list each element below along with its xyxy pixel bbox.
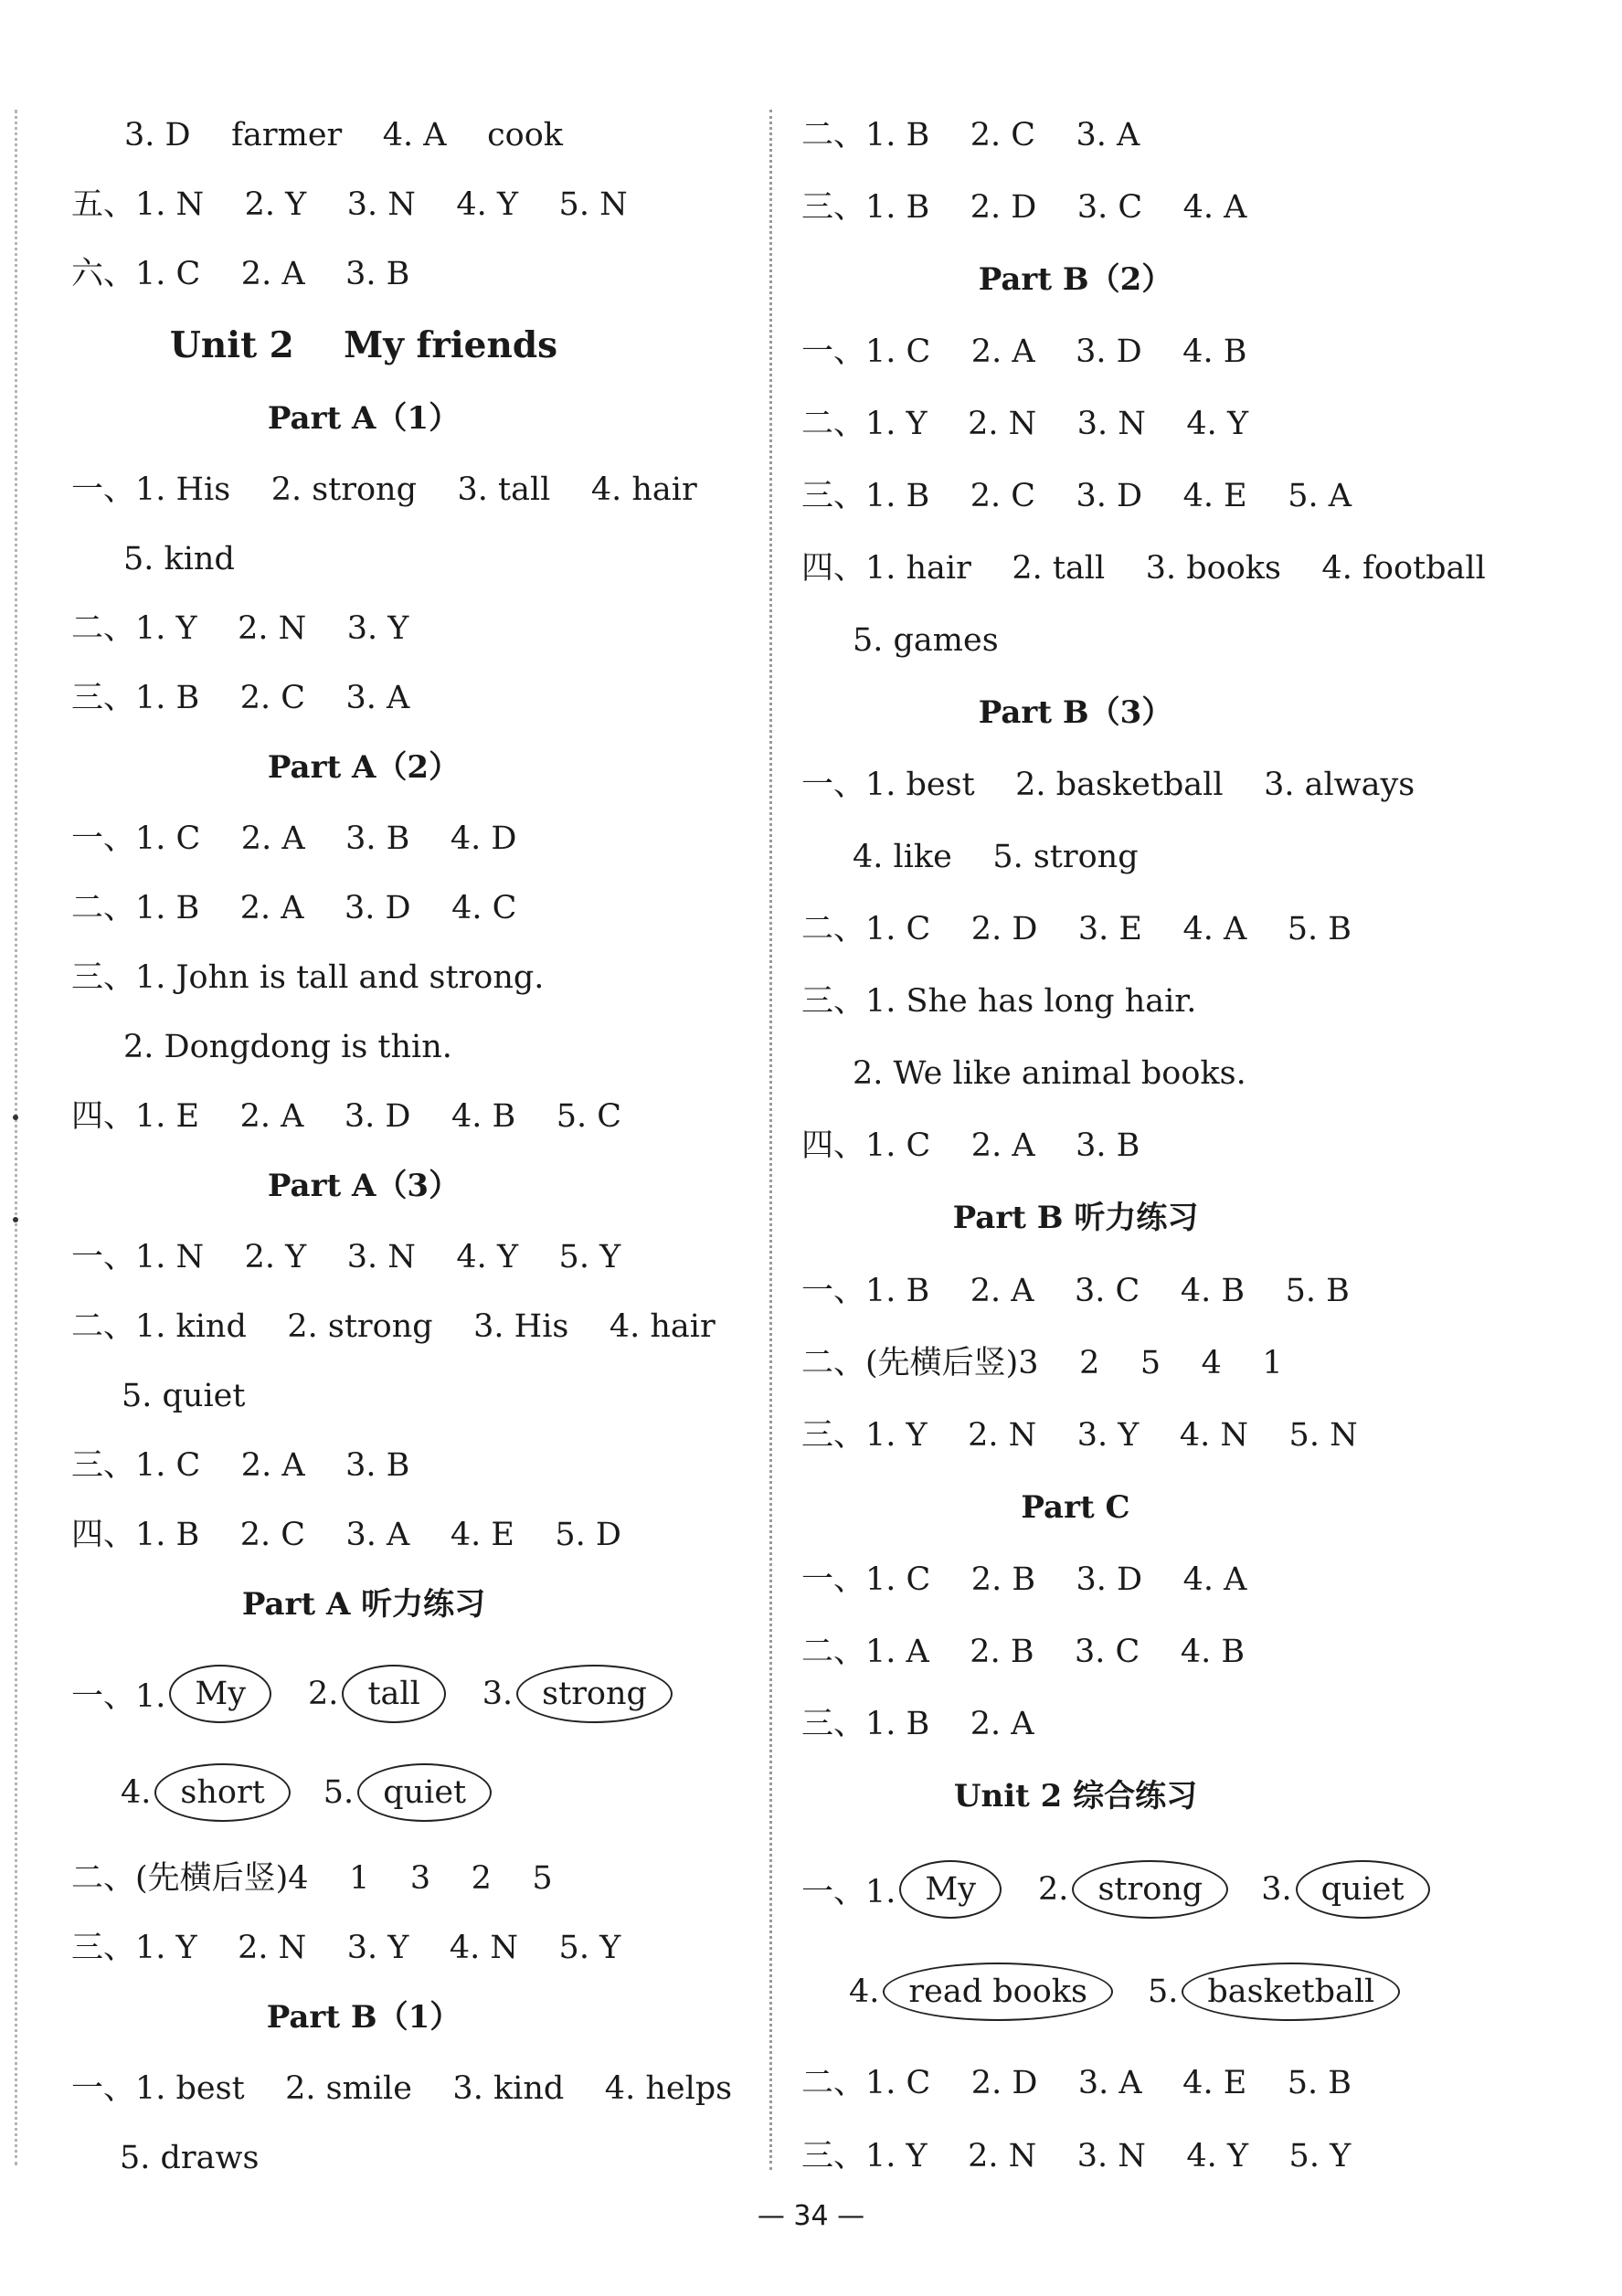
answer-line: 3. D farmer 4. A cook [124, 117, 564, 153]
section-heading: Part A 听力练习 [241, 1586, 486, 1623]
answer-line: 四、1. C 2. A 3. B [801, 1127, 1140, 1164]
answer-line: 三、1. Y 2. N 3. Y 4. N 5. Y [71, 1930, 621, 1966]
item-number: 3. [482, 1676, 514, 1712]
answer-line: 2. We like animal books. [853, 1055, 1246, 1092]
item-number: 4. [849, 1973, 880, 2010]
answer-line: 一、1. best 2. basketball 3. always [801, 767, 1415, 803]
circled-answer: basketball [1182, 1963, 1400, 2021]
column-divider [769, 110, 772, 2170]
circled-answer: strong [1072, 1860, 1228, 1919]
answer-line: 5. draws [120, 2140, 260, 2176]
answer-line: 一、1. His 2. strong 3. tall 4. hair [71, 471, 697, 508]
answer-line: 5. quiet [122, 1378, 246, 1414]
section-heading: Part A（1） [267, 400, 461, 437]
answer-line: 一、1. B 2. A 3. C 4. B 5. B [801, 1273, 1350, 1309]
left-margin-dotted-line [15, 110, 17, 2165]
section-heading: Unit 2 综合练习 [953, 1778, 1198, 1815]
answer-line: 5. games [853, 622, 999, 659]
item-number: 一、1. [801, 1874, 896, 1910]
circled-answer: My [169, 1665, 271, 1723]
answer-line: 二、1. Y 2. N 3. Y [71, 610, 409, 647]
circled-answer: strong [516, 1665, 673, 1723]
answer-line: 一、1. N 2. Y 3. N 4. Y 5. Y [71, 1239, 621, 1275]
section-heading: Part B（3） [978, 694, 1173, 731]
answer-line: 三、1. Y 2. N 3. N 4. Y 5. Y [801, 2138, 1352, 2174]
answer-line: 一、1. best 2. smile 3. kind 4. helps [71, 2070, 733, 2107]
answer-line: 二、1. C 2. D 3. A 4. E 5. B [801, 2065, 1352, 2101]
item-number: 2. [308, 1676, 339, 1712]
item-number: 4. [121, 1774, 152, 1811]
answer-line: 二、1. Y 2. N 3. N 4. Y [801, 406, 1249, 442]
answer-line: 一、1. C 2. A 3. D 4. B [801, 333, 1247, 370]
item-number: 2. [1038, 1871, 1069, 1908]
answer-line: 三、1. She has long hair. [801, 983, 1197, 1020]
answer-line: 二、1. B 2. A 3. D 4. C [71, 890, 517, 926]
item-number: 一、1. [71, 1678, 166, 1715]
answer-line: 二、1. kind 2. strong 3. His 4. hair [71, 1308, 716, 1345]
margin-dot [13, 1217, 18, 1222]
answer-line: 三、1. John is tall and strong. [71, 959, 545, 996]
circled-answer: tall [342, 1665, 445, 1723]
answer-line: 二、1. C 2. D 3. E 4. A 5. B [801, 911, 1352, 947]
section-heading: Part B 听力练习 [952, 1200, 1199, 1236]
answer-line: 一、1. C 2. A 3. B 4. D [71, 820, 517, 857]
page-number: — 34 — [757, 2200, 865, 2232]
answer-line: 三、1. B 2. C 3. D 4. E 5. A [801, 478, 1352, 514]
circled-answer: quiet [1296, 1860, 1430, 1919]
answer-line: 二、(先横后竖)4 1 3 2 5 [71, 1860, 553, 1897]
answer-line: 四、1. B 2. C 3. A 4. E 5. D [71, 1517, 621, 1553]
section-heading: Part B（1） [266, 1999, 461, 2036]
circled-answer: quiet [357, 1763, 492, 1822]
circled-answers-row [849, 1957, 1400, 2026]
answer-line: 2. Dongdong is thin. [123, 1029, 452, 1065]
answer-line: 三、1. C 2. A 3. B [71, 1447, 410, 1484]
answer-line: 5. kind [123, 541, 235, 577]
answer-line: 二、(先横后竖)3 2 5 4 1 [801, 1345, 1283, 1381]
answer-line: 三、1. B 2. A [801, 1706, 1034, 1742]
answer-line: 六、1. C 2. A 3. B [71, 256, 410, 292]
answer-line: 二、1. B 2. C 3. A [801, 117, 1140, 153]
answer-line: 三、1. Y 2. N 3. Y 4. N 5. N [801, 1417, 1358, 1454]
answer-line: 四、1. E 2. A 3. D 4. B 5. C [71, 1098, 621, 1135]
section-heading: Part C [1021, 1489, 1130, 1526]
unit-title: Unit 2 My friends [169, 324, 558, 366]
answer-line: 二、1. A 2. B 3. C 4. B [801, 1634, 1246, 1670]
circled-answers-row [121, 1758, 492, 1827]
circled-answers-row [71, 1659, 673, 1729]
answer-line: 四、1. hair 2. tall 3. books 4. football [801, 550, 1486, 587]
margin-dot [13, 1115, 18, 1120]
circled-answer: My [899, 1860, 1002, 1919]
section-heading: Part A（2） [267, 749, 461, 786]
answer-line: 4. like 5. strong [853, 839, 1139, 875]
item-number: 3. [1261, 1871, 1292, 1908]
circled-answer: read books [883, 1963, 1113, 2021]
answer-line: 三、1. B 2. D 3. C 4. A [801, 189, 1247, 226]
answer-line: 三、1. B 2. C 3. A [71, 680, 410, 716]
section-heading: Part A（3） [267, 1168, 461, 1204]
item-number: 5. [323, 1774, 355, 1811]
item-number: 5. [1147, 1973, 1179, 2010]
answer-line: 五、1. N 2. Y 3. N 4. Y 5. N [71, 186, 628, 223]
circled-answers-row [801, 1855, 1430, 1924]
section-heading: Part B（2） [978, 261, 1173, 298]
circled-answer: short [154, 1763, 290, 1822]
answer-line: 一、1. C 2. B 3. D 4. A [801, 1561, 1247, 1598]
